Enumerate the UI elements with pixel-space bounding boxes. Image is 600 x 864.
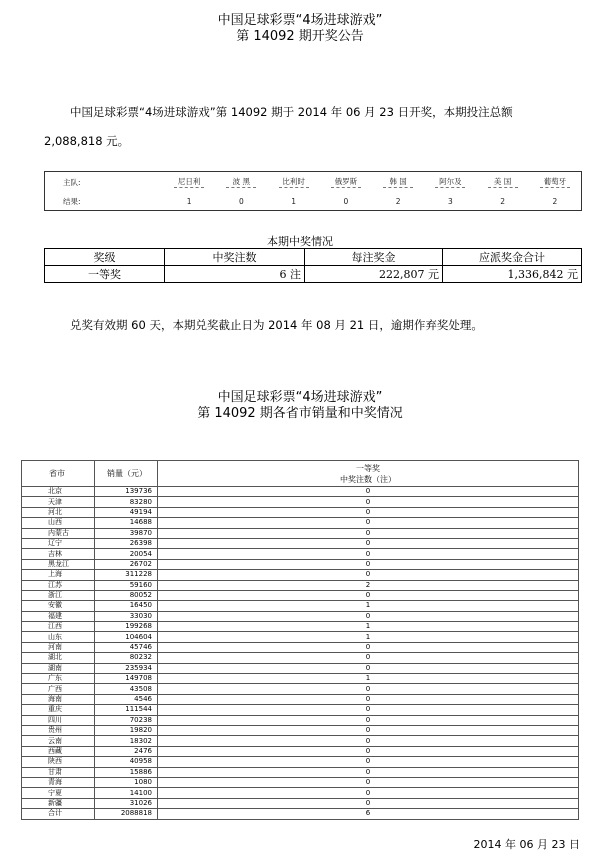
province-first-prize-count: 0 bbox=[158, 725, 579, 735]
provincial-table bbox=[21, 460, 579, 820]
match-team-name: 波 黑 bbox=[232, 177, 251, 186]
province-name: 山西 bbox=[22, 518, 95, 528]
prize-count: 6 注 bbox=[165, 266, 305, 283]
match-team-cell bbox=[163, 172, 215, 192]
province-first-prize-count: 0 bbox=[158, 590, 579, 600]
province-first-prize-count: 0 bbox=[158, 528, 579, 538]
province-first-prize-count: 0 bbox=[158, 798, 579, 808]
province-sales: 235934 bbox=[95, 663, 158, 673]
province-sales: 59160 bbox=[95, 580, 158, 590]
match-team-cell bbox=[424, 172, 476, 192]
province-row bbox=[22, 611, 579, 621]
province-row bbox=[22, 684, 579, 694]
province-row bbox=[22, 767, 579, 777]
province-first-prize-count: 0 bbox=[158, 663, 579, 673]
intro-line-1: 中国足球彩票“4场进球游戏”第 14092 期于 2014 年 06 月 23 日开奖，本期投注总额 bbox=[70, 105, 513, 119]
province-sales: 18302 bbox=[95, 736, 158, 746]
match-result: 2 bbox=[500, 196, 506, 206]
province-row bbox=[22, 518, 579, 528]
match-divider bbox=[279, 187, 309, 188]
match-team-name: 葡萄牙 bbox=[543, 177, 567, 186]
province-first-prize-count: 0 bbox=[158, 788, 579, 798]
province-first-prize-count: 0 bbox=[158, 653, 579, 663]
match-table bbox=[44, 171, 582, 211]
province-first-prize-count: 0 bbox=[158, 611, 579, 621]
prize-total: 1,336,842 元 bbox=[443, 266, 582, 283]
title-line-2: 第 14092 期开奖公告 bbox=[236, 29, 364, 44]
province-first-prize-count: 2 bbox=[158, 580, 579, 590]
province-name: 内蒙古 bbox=[22, 528, 95, 538]
province-row bbox=[22, 601, 579, 611]
match-team-name: 比利时 bbox=[282, 177, 305, 186]
province-row bbox=[22, 674, 579, 684]
match-team-cell bbox=[320, 172, 372, 192]
province-row bbox=[22, 725, 579, 735]
match-team-name: 尼日利 bbox=[177, 177, 201, 186]
match-divider bbox=[226, 187, 256, 188]
province-sales: 2476 bbox=[95, 746, 158, 756]
province-sales: 311228 bbox=[95, 570, 158, 580]
province-name: 新疆 bbox=[22, 798, 95, 808]
province-first-prize-count: 1 bbox=[158, 601, 579, 611]
province-name: 吉林 bbox=[22, 549, 95, 559]
province-sales: 139736 bbox=[95, 487, 158, 497]
province-first-prize-count: 0 bbox=[158, 684, 579, 694]
provincial-title-line-1: 中国足球彩票“4场进球游戏” bbox=[217, 390, 383, 405]
prize-row bbox=[45, 266, 582, 283]
match-divider bbox=[435, 187, 465, 188]
prize-header-row bbox=[45, 249, 582, 266]
province-row bbox=[22, 580, 579, 590]
province-first-prize-count: 0 bbox=[158, 642, 579, 652]
intro-line-2: 2,088,818 元。 bbox=[44, 134, 130, 148]
province-first-prize-count: 0 bbox=[158, 518, 579, 528]
match-team-cell bbox=[215, 172, 267, 192]
province-first-prize-count: 0 bbox=[158, 570, 579, 580]
province-first-prize-count: 1 bbox=[158, 622, 579, 632]
province-first-prize-count: 1 bbox=[158, 632, 579, 642]
result-label: 结果: bbox=[63, 196, 81, 206]
prize-section-title: 本期中奖情况 bbox=[267, 235, 333, 248]
province-row bbox=[22, 809, 579, 819]
province-first-prize-count: 0 bbox=[158, 736, 579, 746]
province-name: 天津 bbox=[22, 497, 95, 507]
prize-header-level: 奖级 bbox=[45, 249, 165, 266]
prize-header-count: 中奖注数 bbox=[165, 249, 305, 266]
province-sales: 70238 bbox=[95, 715, 158, 725]
province-row bbox=[22, 528, 579, 538]
province-first-prize-count: 6 bbox=[158, 809, 579, 819]
province-sales: 26398 bbox=[95, 538, 158, 548]
province-row bbox=[22, 549, 579, 559]
match-result: 2 bbox=[395, 196, 401, 206]
match-team-name: 美 国 bbox=[493, 177, 512, 186]
province-row bbox=[22, 798, 579, 808]
province-name: 河南 bbox=[22, 642, 95, 652]
province-row bbox=[22, 777, 579, 787]
province-row bbox=[22, 736, 579, 746]
province-name: 黑龙江 bbox=[22, 559, 95, 569]
prize-header-total: 应派奖金合计 bbox=[443, 249, 582, 266]
province-row bbox=[22, 653, 579, 663]
match-team-name: 阿尔及 bbox=[439, 177, 462, 186]
province-sales: 111544 bbox=[95, 705, 158, 715]
province-sales: 40958 bbox=[95, 757, 158, 767]
match-result: 1 bbox=[291, 196, 297, 206]
province-sales: 83280 bbox=[95, 497, 158, 507]
province-sales: 80052 bbox=[95, 590, 158, 600]
province-row bbox=[22, 487, 579, 497]
province-sales: 1080 bbox=[95, 777, 158, 787]
province-row bbox=[22, 757, 579, 767]
province-name: 上海 bbox=[22, 570, 95, 580]
province-row bbox=[22, 746, 579, 756]
match-result: 0 bbox=[238, 196, 244, 206]
province-name: 贵州 bbox=[22, 725, 95, 735]
province-sales: 49194 bbox=[95, 507, 158, 517]
province-first-prize-count: 0 bbox=[158, 507, 579, 517]
province-sales: 26702 bbox=[95, 559, 158, 569]
province-row bbox=[22, 590, 579, 600]
province-sales: 104604 bbox=[95, 632, 158, 642]
provincial-title bbox=[0, 390, 600, 422]
province-first-prize-count: 0 bbox=[158, 487, 579, 497]
match-team-row bbox=[45, 172, 581, 192]
title-line-1: 中国足球彩票“4场进球游戏” bbox=[217, 13, 383, 28]
province-sales: 14688 bbox=[95, 518, 158, 528]
province-sales: 33030 bbox=[95, 611, 158, 621]
match-divider bbox=[540, 187, 570, 188]
province-first-prize-count: 0 bbox=[158, 746, 579, 756]
province-name: 福建 bbox=[22, 611, 95, 621]
province-sales: 16450 bbox=[95, 601, 158, 611]
prize-header-per-bet: 每注奖金 bbox=[305, 249, 443, 266]
match-team-cell bbox=[372, 172, 424, 192]
province-name: 四川 bbox=[22, 715, 95, 725]
province-row bbox=[22, 538, 579, 548]
province-name: 广西 bbox=[22, 684, 95, 694]
match-team-cell bbox=[529, 172, 581, 192]
province-sales: 20054 bbox=[95, 549, 158, 559]
province-name: 青海 bbox=[22, 777, 95, 787]
col-first-prize-line-1: 一等奖 bbox=[356, 463, 380, 473]
home-team-label: 主队: bbox=[63, 177, 81, 187]
match-result: 2 bbox=[552, 196, 558, 206]
province-row bbox=[22, 570, 579, 580]
match-result-row bbox=[45, 192, 581, 210]
match-divider bbox=[488, 187, 518, 188]
match-team-name: 韩 国 bbox=[389, 177, 407, 186]
prize-table bbox=[44, 248, 582, 283]
province-name: 云南 bbox=[22, 736, 95, 746]
province-name: 安徽 bbox=[22, 601, 95, 611]
footer-date: 2014 年 06 月 23 日 bbox=[473, 838, 580, 851]
province-name: 浙江 bbox=[22, 590, 95, 600]
province-name: 甘肃 bbox=[22, 767, 95, 777]
announcement-title bbox=[0, 13, 600, 45]
province-row bbox=[22, 632, 579, 642]
province-first-prize-count: 0 bbox=[158, 497, 579, 507]
province-name: 江苏 bbox=[22, 580, 95, 590]
match-team-name: 俄罗斯 bbox=[334, 177, 358, 186]
province-sales: 31026 bbox=[95, 798, 158, 808]
match-team-cell bbox=[268, 172, 320, 192]
match-team-cell bbox=[477, 172, 529, 192]
province-row bbox=[22, 705, 579, 715]
province-sales: 4546 bbox=[95, 694, 158, 704]
province-row bbox=[22, 559, 579, 569]
province-name: 河北 bbox=[22, 507, 95, 517]
province-name: 湖北 bbox=[22, 653, 95, 663]
province-sales: 15886 bbox=[95, 767, 158, 777]
province-first-prize-count: 0 bbox=[158, 767, 579, 777]
province-sales: 80232 bbox=[95, 653, 158, 663]
province-first-prize-count: 0 bbox=[158, 694, 579, 704]
province-name: 重庆 bbox=[22, 705, 95, 715]
province-name: 辽宁 bbox=[22, 538, 95, 548]
province-sales: 149708 bbox=[95, 674, 158, 684]
province-row bbox=[22, 715, 579, 725]
province-name: 北京 bbox=[22, 487, 95, 497]
province-name: 海南 bbox=[22, 694, 95, 704]
match-divider bbox=[331, 187, 361, 188]
col-first-prize-line-2: 中奖注数（注） bbox=[340, 474, 396, 484]
province-first-prize-count: 0 bbox=[158, 559, 579, 569]
col-province: 省市 bbox=[22, 461, 95, 487]
match-result: 0 bbox=[343, 196, 349, 206]
province-name: 广东 bbox=[22, 674, 95, 684]
match-divider bbox=[383, 187, 413, 188]
province-name: 西藏 bbox=[22, 746, 95, 756]
province-first-prize-count: 0 bbox=[158, 757, 579, 767]
province-row bbox=[22, 642, 579, 652]
province-name: 江西 bbox=[22, 622, 95, 632]
match-result: 3 bbox=[447, 196, 453, 206]
province-row bbox=[22, 507, 579, 517]
province-row bbox=[22, 788, 579, 798]
col-sales: 销量（元） bbox=[95, 461, 158, 487]
province-first-prize-count: 0 bbox=[158, 705, 579, 715]
province-first-prize-count: 0 bbox=[158, 777, 579, 787]
province-first-prize-count: 0 bbox=[158, 549, 579, 559]
province-sales: 199268 bbox=[95, 622, 158, 632]
province-sales: 14100 bbox=[95, 788, 158, 798]
province-name: 陕西 bbox=[22, 757, 95, 767]
province-first-prize-count: 0 bbox=[158, 538, 579, 548]
provincial-title-line-2: 第 14092 期各省市销量和中奖情况 bbox=[197, 406, 403, 421]
province-row bbox=[22, 663, 579, 673]
province-row bbox=[22, 694, 579, 704]
provincial-header-row bbox=[22, 461, 579, 487]
province-sales: 19820 bbox=[95, 725, 158, 735]
province-name: 合计 bbox=[22, 809, 95, 819]
province-name: 山东 bbox=[22, 632, 95, 642]
prize-per-bet: 222,807 元 bbox=[305, 266, 443, 283]
province-name: 湖南 bbox=[22, 663, 95, 673]
province-sales: 2088818 bbox=[95, 809, 158, 819]
match-divider bbox=[174, 187, 204, 188]
province-sales: 45746 bbox=[95, 642, 158, 652]
match-result: 1 bbox=[186, 196, 192, 206]
province-first-prize-count: 1 bbox=[158, 674, 579, 684]
col-first-prize bbox=[158, 461, 579, 487]
province-row bbox=[22, 622, 579, 632]
prize-level: 一等奖 bbox=[45, 266, 165, 283]
province-sales: 39870 bbox=[95, 528, 158, 538]
province-sales: 43508 bbox=[95, 684, 158, 694]
province-row bbox=[22, 497, 579, 507]
province-first-prize-count: 0 bbox=[158, 715, 579, 725]
province-name: 宁夏 bbox=[22, 788, 95, 798]
redemption-notice: 兑奖有效期 60 天，本期兑奖截止日为 2014 年 08 月 21 日，逾期作弃奖处理。 bbox=[70, 318, 483, 332]
